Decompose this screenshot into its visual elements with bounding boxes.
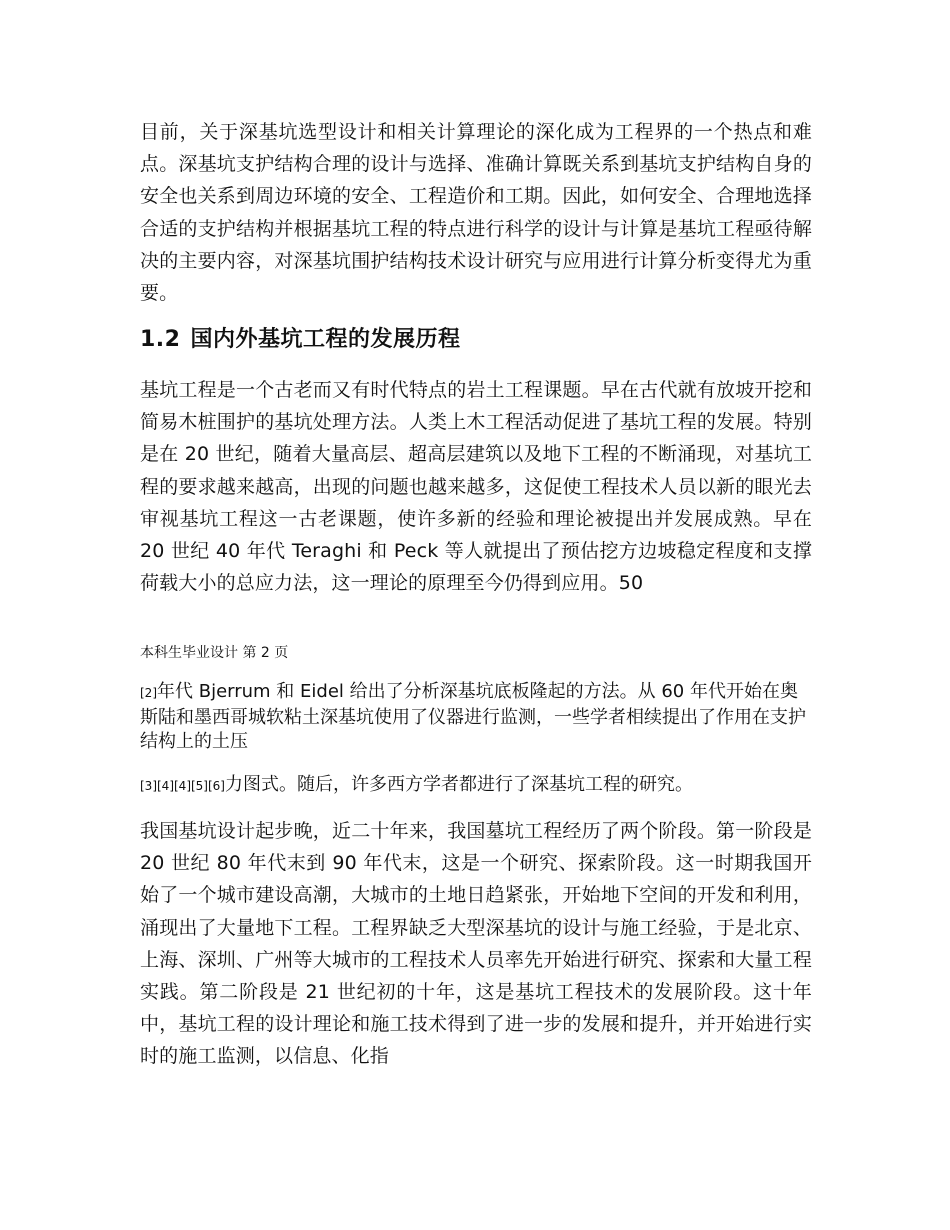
paragraph-earth-pressure: [140, 772, 812, 799]
citation-refs: [3][4][4][5][6]: [140, 779, 225, 793]
paragraph-china: 我国基坑设计起步晚，近二十年来，我国墓坑工程经历了两个阶段。第一阶段是 20 世纪 80 年代末到 90 年代末，这是一个研究、探索阶段。这一时期我国开始了一个城市建设高潮，大城市的土地日趋紧张，开始地下空间的开发和利用，涌现出了大量地下工程。工程界缺乏大型深基坑的设计与施工经验，于是北京、上海、深圳、广州等大城市的工程技术人员率先开始进行研究、探索和大量工程实践。第二阶段是 21 世纪初的十年，这是基坑工程技术的发展阶段。这十年中，基坑工程的设计理论和施工技术得到了进一步的发展和提升，并开始进行实时的施工监测，以信息、化指: [140, 820, 812, 1068]
paragraph-history: 基坑工程是一个古老而又有时代特点的岩土工程课题。早在古代就有放坡开挖和简易木桩围护的基坑处理方法。人类上木工程活动促进了基坑工程的发展。特别是在 20 世纪，随着大量高层、超高层建筑以及地下工程的不断涌现，对基坑工程的要求越来越高，出现的问题也越来越多，这促使工程技术人员以新的眼光去审视基坑工程这一古老课题，使许多新的经验和理论被提出并发展成熟。早在 20 世纪 40 年代 Teraghi 和 Peck 等人就提出了预估挖方边坡稳定程度和支撑荷载大小的总应力法，这一理论的原理至今仍得到应用。50: [140, 379, 812, 595]
paragraph-intro: 目前，关于深基坑选型设计和相关计算理论的深化成为工程界的一个热点和难点。深基坑支护结构合理的设计与选择、准确计算既关系到基坑支护结构自身的安全也关系到周边环境的安全、工程造价和工期。因此，如何安全、合理地选择合适的支护结构并根据基坑工程的特点进行科学的设计与计算是基坑工程亟待解决的主要内容，对深基坑围护结构技术设计研究与应用进行计算分析变得尤为重要。: [140, 121, 812, 305]
paragraph-earth-pressure-text: 力图式。随后，许多西方学者都进行了深基坑工程的研究。: [225, 774, 693, 795]
paragraph-bjerrum: [140, 680, 812, 755]
section-heading: [140, 322, 461, 358]
page-footer: 本科生毕业设计 第 2 页: [140, 645, 289, 661]
section-number: 1.2: [140, 327, 181, 352]
citation-ref: [2]: [140, 686, 157, 700]
paragraph-bjerrum-text: 年代 Bjerrum 和 Eidel 给出了分析深基坑底板隆起的方法。从 60 年代开始在奥斯陆和墨西哥城软粘土深基坑使用了仪器进行监测，一些学者相续提出了作用在支护结构上的土压: [140, 681, 806, 752]
section-title: 国内外基坑工程的发展历程: [190, 327, 461, 352]
